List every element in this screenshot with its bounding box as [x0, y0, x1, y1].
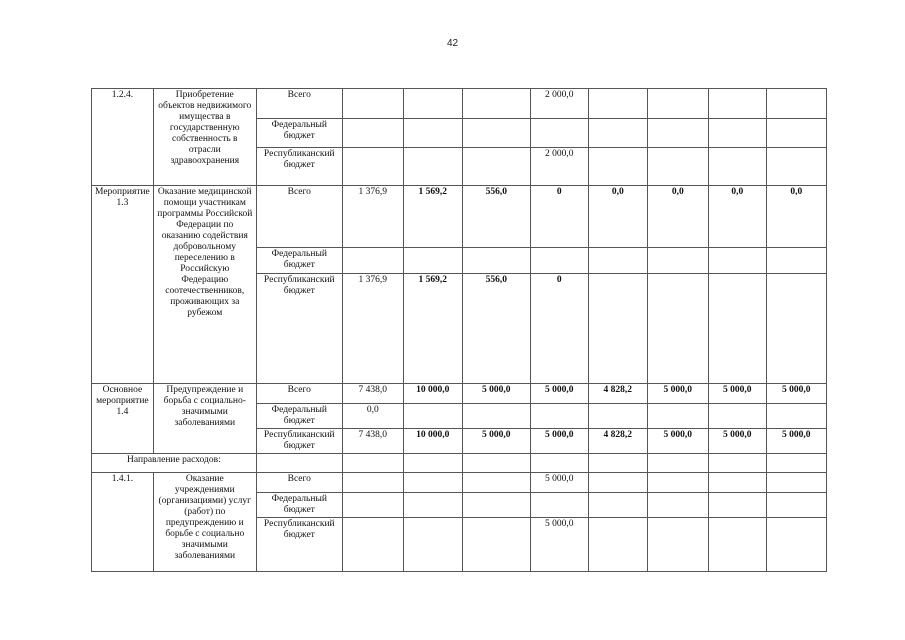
value-cell: 7 438,0 [342, 384, 403, 404]
budget-table [91, 88, 827, 572]
table-row [92, 384, 827, 404]
empty-cell [766, 454, 826, 473]
value-cell [708, 473, 766, 493]
value-cell [342, 493, 403, 518]
value-cell [708, 404, 766, 429]
source-federal: Федеральный бюджет [256, 119, 342, 148]
value-cell [462, 119, 530, 148]
table-row [92, 186, 827, 248]
value-cell: 5 000,0 [530, 384, 588, 404]
value-cell: 0,0 [647, 186, 708, 248]
row-name: Оказание учреждениями (организациями) услуг (работ) по предупреждению и борьбе с социально значимыми заболеваниями [153, 473, 256, 572]
value-cell: 5 000,0 [766, 429, 826, 454]
value-cell [588, 404, 647, 429]
value-cell [766, 248, 826, 274]
value-cell [530, 493, 588, 518]
value-cell [462, 493, 530, 518]
row-code: 1.4.1. [92, 473, 154, 572]
value-cell [462, 473, 530, 493]
value-cell [588, 473, 647, 493]
row-name: Приобретение объектов недвижимого имущества в государственную собственность в отрасли здравоохранения [153, 89, 256, 186]
value-cell: 5 000,0 [530, 473, 588, 493]
value-cell [530, 248, 588, 274]
value-cell: 5 000,0 [647, 429, 708, 454]
value-cell [708, 119, 766, 148]
source-republic: Республиканский бюджет [256, 518, 342, 572]
value-cell [403, 404, 462, 429]
value-cell [708, 148, 766, 186]
value-cell [647, 148, 708, 186]
value-cell: 4 828,2 [588, 384, 647, 404]
value-cell: 0,0 [588, 186, 647, 248]
empty-cell [647, 454, 708, 473]
value-cell [342, 248, 403, 274]
empty-cell [708, 454, 766, 473]
value-cell [588, 148, 647, 186]
value-cell [530, 119, 588, 148]
source-total: Всего [256, 186, 342, 248]
value-cell: 0 [530, 186, 588, 248]
value-cell: 5 000,0 [462, 384, 530, 404]
value-cell [588, 274, 647, 384]
value-cell: 556,0 [462, 186, 530, 248]
value-cell [342, 473, 403, 493]
value-cell [647, 493, 708, 518]
source-federal: Федеральный бюджет [256, 248, 342, 274]
value-cell: 5 000,0 [708, 384, 766, 404]
value-cell [462, 248, 530, 274]
row-code: Основное мероприятие 1.4 [92, 384, 154, 454]
value-cell: 5 000,0 [462, 429, 530, 454]
value-cell [647, 248, 708, 274]
value-cell: 5 000,0 [708, 429, 766, 454]
value-cell [766, 518, 826, 572]
source-federal: Федеральный бюджет [256, 493, 342, 518]
value-cell [403, 493, 462, 518]
table-row [92, 454, 827, 473]
value-cell [766, 473, 826, 493]
source-total: Всего [256, 473, 342, 493]
value-cell [708, 274, 766, 384]
value-cell [766, 119, 826, 148]
empty-cell [588, 454, 647, 473]
source-total: Всего [256, 384, 342, 404]
value-cell: 1 376,9 [342, 274, 403, 384]
value-cell [462, 518, 530, 572]
value-cell [530, 404, 588, 429]
value-cell: 1 569,2 [403, 274, 462, 384]
value-cell [588, 248, 647, 274]
value-cell [588, 518, 647, 572]
source-total: Всего [256, 89, 342, 119]
value-cell [708, 518, 766, 572]
value-cell [588, 493, 647, 518]
value-cell [342, 119, 403, 148]
source-republic: Республиканский бюджет [256, 274, 342, 384]
value-cell: 0 [530, 274, 588, 384]
value-cell [403, 473, 462, 493]
source-republic: Республиканский бюджет [256, 148, 342, 186]
value-cell: 5 000,0 [766, 384, 826, 404]
value-cell [647, 119, 708, 148]
table-row [92, 89, 827, 119]
row-code: 1.2.4. [92, 89, 154, 186]
value-cell [588, 119, 647, 148]
value-cell: 2 000,0 [530, 148, 588, 186]
value-cell [403, 119, 462, 148]
empty-cell [462, 454, 530, 473]
value-cell [766, 404, 826, 429]
table-row [92, 473, 827, 493]
value-cell: 10 000,0 [403, 429, 462, 454]
row-name: Оказание медицинской помощи участникам программы Российской Федерации по оказанию содействия добровольному переселению в Российскую Федерацию соотечественников, проживающих за рубежом [153, 186, 256, 384]
value-cell: 1 569,2 [403, 186, 462, 248]
value-cell [462, 89, 530, 119]
value-cell [766, 148, 826, 186]
value-cell [647, 89, 708, 119]
value-cell: 5 000,0 [530, 518, 588, 572]
value-cell [403, 148, 462, 186]
value-cell [588, 89, 647, 119]
value-cell [647, 518, 708, 572]
direction-header: Направление расходов: [92, 454, 257, 473]
row-name: Предупреждение и борьба с социально-значимыми заболеваниями [153, 384, 256, 454]
value-cell: 5 000,0 [530, 429, 588, 454]
value-cell [708, 248, 766, 274]
value-cell [708, 493, 766, 518]
row-code: Мероприятие 1.3 [92, 186, 154, 384]
value-cell [403, 248, 462, 274]
value-cell: 556,0 [462, 274, 530, 384]
value-cell [766, 274, 826, 384]
source-republic: Республиканский бюджет [256, 429, 342, 454]
value-cell [342, 148, 403, 186]
value-cell: 5 000,0 [647, 384, 708, 404]
value-cell [647, 274, 708, 384]
value-cell [647, 473, 708, 493]
value-cell: 4 828,2 [588, 429, 647, 454]
value-cell [462, 404, 530, 429]
source-federal: Федеральный бюджет [256, 404, 342, 429]
value-cell: 0,0 [708, 186, 766, 248]
value-cell [342, 518, 403, 572]
value-cell: 2 000,0 [530, 89, 588, 119]
value-cell [766, 89, 826, 119]
value-cell [403, 518, 462, 572]
value-cell [647, 404, 708, 429]
value-cell [462, 148, 530, 186]
value-cell [403, 89, 462, 119]
value-cell: 1 376,9 [342, 186, 403, 248]
value-cell: 7 438,0 [342, 429, 403, 454]
value-cell: 0,0 [766, 186, 826, 248]
empty-cell [342, 454, 403, 473]
value-cell [708, 89, 766, 119]
empty-cell [530, 454, 588, 473]
page-number: 42 [446, 38, 459, 49]
value-cell [766, 493, 826, 518]
value-cell: 0,0 [342, 404, 403, 429]
value-cell [342, 89, 403, 119]
value-cell: 10 000,0 [403, 384, 462, 404]
empty-cell [256, 454, 342, 473]
empty-cell [403, 454, 462, 473]
